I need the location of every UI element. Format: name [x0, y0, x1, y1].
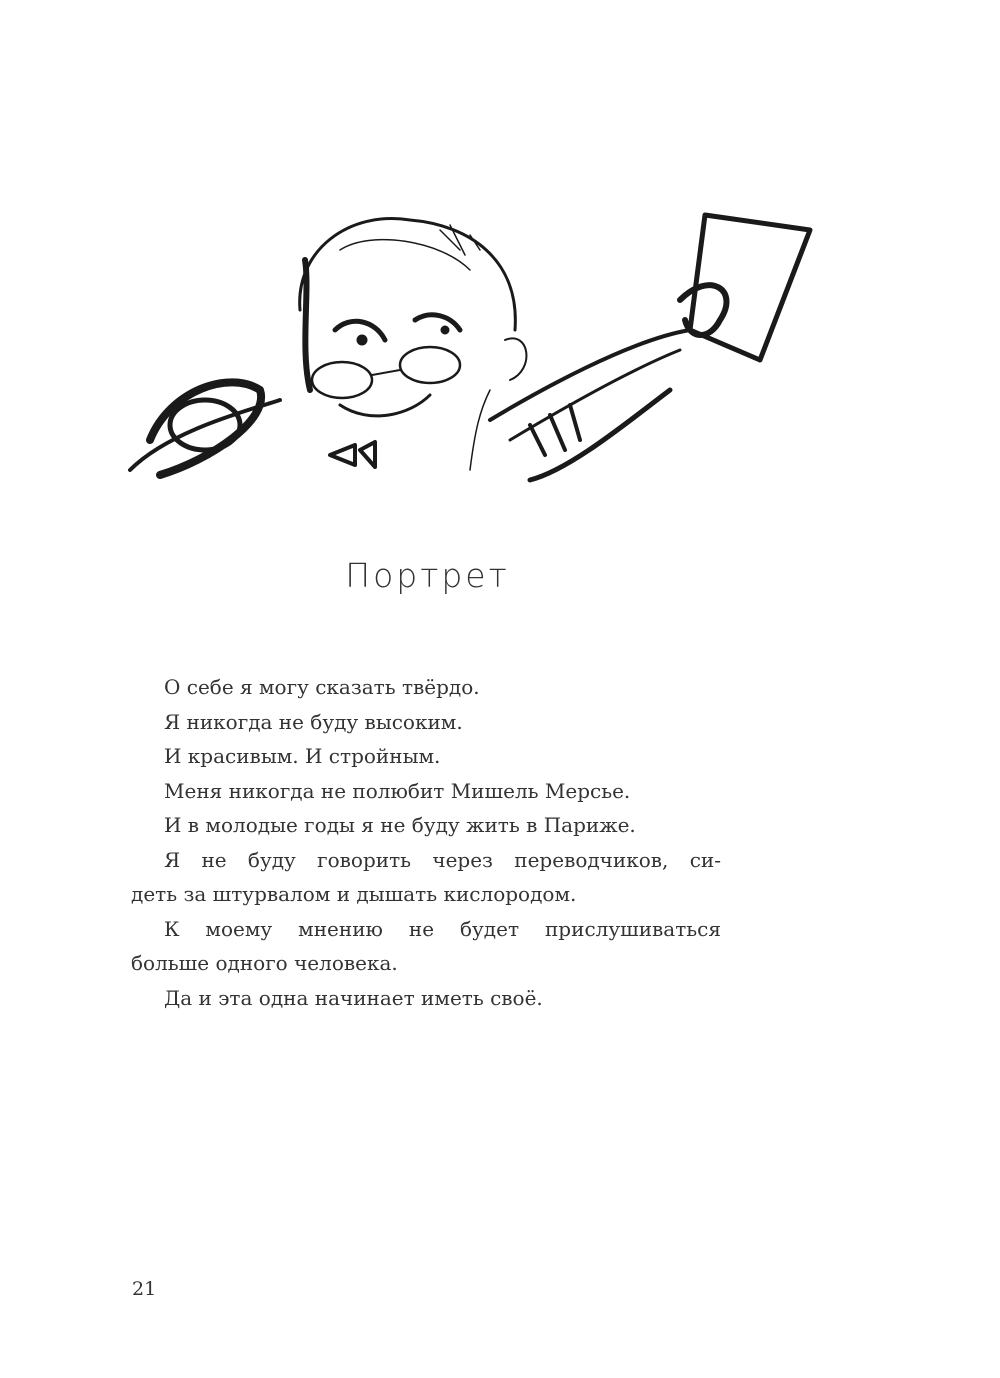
poem-line: О себе я могу сказать твёрдо. [164, 675, 480, 699]
poem-title: Портрет [345, 556, 510, 595]
poem-body [131, 670, 721, 1015]
poem-line: И красивым. И стройным. [164, 744, 441, 768]
poem-line: И в молодые годы я не буду жить в Париже. [164, 813, 636, 837]
poem-line: К моему мнению не будет прислушиваться [164, 916, 721, 941]
ink-sketch-illustration [110, 190, 830, 510]
poem-line: Я не буду говорить через переводчиков, си- [164, 847, 721, 872]
poem-line: Меня никогда не полюбит Мишель Мерсье. [164, 778, 631, 803]
page-number: 21 [132, 1278, 157, 1300]
poem-line: деть за штурвалом и дышать кислородом. [131, 882, 577, 906]
poem-line: больше одного человека. [131, 951, 398, 975]
poem-line: Я никогда не буду высоким. [164, 709, 463, 734]
poem-line: Да и эта одна начинает иметь своё. [164, 985, 543, 1010]
